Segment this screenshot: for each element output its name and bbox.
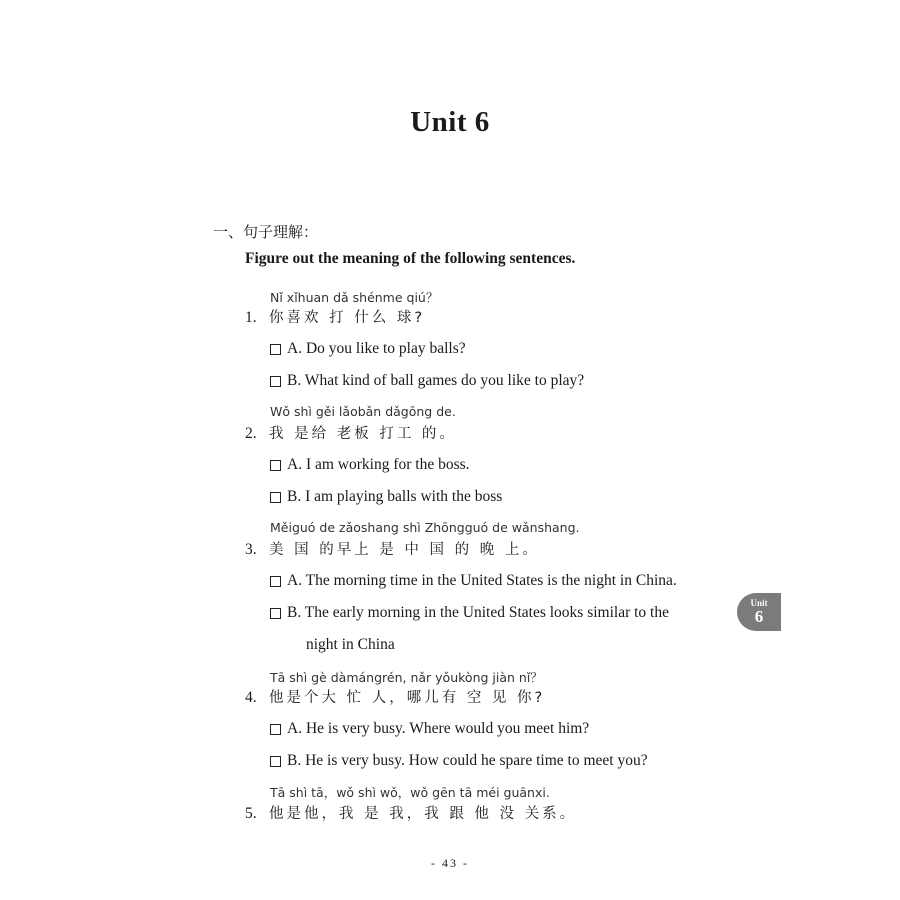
item-number: 4.	[245, 689, 257, 706]
item-number: 3.	[245, 541, 257, 558]
option-label: A. He is very busy. Where would you meet him?	[287, 720, 590, 737]
unit-tab-number: 6	[754, 607, 764, 626]
item-1-option-b[interactable]	[270, 372, 584, 390]
item-1-sentence	[245, 306, 425, 327]
option-label: B. The early morning in the United States looks similar to the	[287, 604, 669, 621]
item-4-pinyin: Tā shì gè dàmángrén, nǎr yǒukòng jiàn nǐ？	[270, 670, 543, 685]
item-hanzi: 他是个大 忙 人，哪儿有 空 见 你?	[269, 690, 546, 706]
section-heading: 一、句子理解：	[213, 223, 319, 241]
item-number: 1.	[245, 309, 257, 326]
checkbox-icon[interactable]	[270, 376, 281, 387]
item-4-option-b[interactable]	[270, 752, 648, 770]
page-number: - 43 -	[431, 856, 469, 870]
unit-side-tab	[737, 593, 781, 631]
item-2-pinyin: Wǒ shì gěi lǎobǎn dǎgōng de.	[270, 404, 456, 419]
item-4-option-a[interactable]	[270, 720, 589, 738]
checkbox-icon[interactable]	[270, 576, 281, 587]
item-1-option-a[interactable]	[270, 340, 466, 358]
item-2-sentence	[245, 422, 457, 443]
item-4-sentence	[245, 686, 545, 707]
checkbox-icon[interactable]	[270, 608, 281, 619]
option-label: A. I am working for the boss.	[287, 456, 470, 473]
item-2-option-b[interactable]	[270, 488, 502, 506]
option-label: B. He is very busy. How could he spare time to meet you?	[287, 752, 648, 769]
checkbox-icon[interactable]	[270, 492, 281, 503]
item-hanzi: 你喜欢 打 什么 球?	[269, 310, 426, 326]
item-3-sentence	[245, 538, 540, 559]
unit-tab-label: Unit	[750, 598, 768, 608]
option-label: A. Do you like to play balls?	[287, 340, 466, 357]
item-3-option-b[interactable]	[270, 604, 669, 622]
checkbox-icon[interactable]	[270, 756, 281, 767]
item-5-sentence	[245, 802, 577, 823]
item-hanzi: 美 国 的早上 是 中 国 的 晚 上。	[269, 542, 540, 558]
checkbox-icon[interactable]	[270, 344, 281, 355]
item-hanzi: 他是他，我 是 我，我 跟 他 没 关系。	[269, 806, 578, 822]
item-hanzi: 我 是给 老板 打工 的。	[269, 426, 457, 442]
checkbox-icon[interactable]	[270, 460, 281, 471]
item-3-option-a[interactable]	[270, 572, 677, 590]
option-label: A. The morning time in the United States is the night in China.	[287, 572, 677, 589]
option-label: B. I am playing balls with the boss	[287, 488, 503, 505]
page-title: Unit 6	[410, 106, 490, 138]
instruction: Figure out the meaning of the following sentences.	[245, 250, 576, 267]
item-1-pinyin: Nǐ xǐhuan dǎ shénme qiú？	[270, 290, 439, 305]
option-label: B. What kind of ball games do you like to play?	[287, 372, 585, 389]
checkbox-icon[interactable]	[270, 724, 281, 735]
item-5-pinyin: Tā shì tā，wǒ shì wǒ，wǒ gēn tā méi guānxi.	[270, 785, 550, 800]
item-2-option-a[interactable]	[270, 456, 470, 474]
item-number: 2.	[245, 425, 257, 442]
item-3-pinyin: Měiguó de zǎoshang shì Zhōngguó de wǎnshang.	[270, 520, 580, 535]
item-3-option-b-continuation: night in China	[306, 636, 395, 653]
item-number: 5.	[245, 805, 257, 822]
